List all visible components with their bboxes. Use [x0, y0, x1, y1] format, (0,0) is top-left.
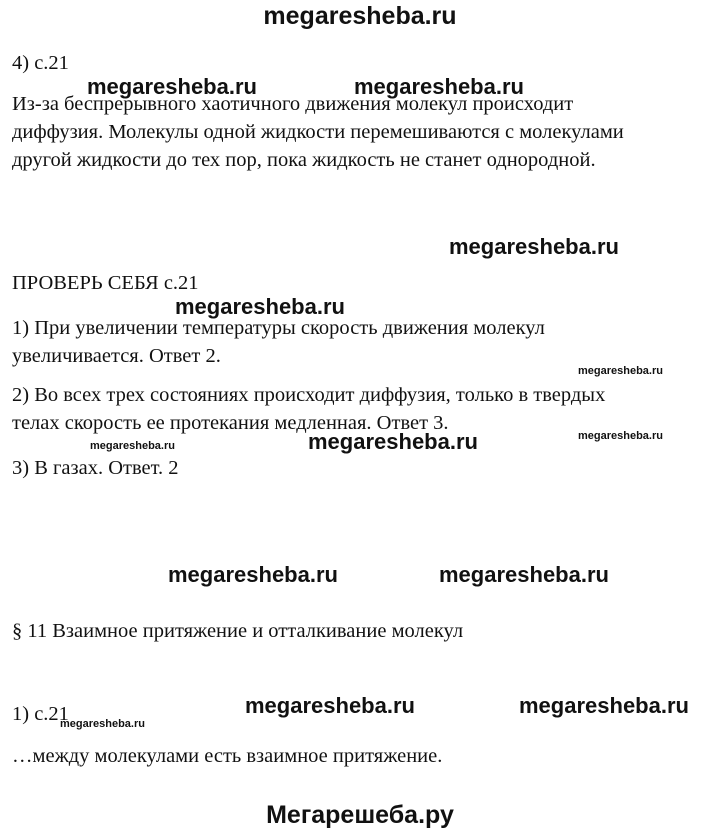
- answer-line: другой жидкости до тех пор, пока жидкость не станет однородной.: [12, 149, 596, 171]
- watermark: megaresheba.ru: [354, 74, 524, 99]
- watermark: megaresheba.ru: [87, 74, 257, 99]
- answer-line: диффузия. Молекулы одной жидкости перемешиваются с молекулами: [12, 121, 624, 143]
- task-number: 4) с.21: [12, 52, 69, 74]
- watermark: megaresheba.ru: [168, 562, 338, 587]
- answer-line: 2) Во всех трех состояниях происходит диффузия, только в твердых: [12, 384, 606, 406]
- section-heading-check: ПРОВЕРЬ СЕБЯ с.21: [12, 272, 199, 294]
- watermark: megaresheba.ru: [245, 693, 415, 718]
- answer-line: 3) В газах. Ответ. 2: [12, 457, 179, 479]
- watermark: megaresheba.ru: [60, 718, 145, 730]
- watermark: megaresheba.ru: [175, 294, 345, 319]
- answer-line: …между молекулами есть взаимное притяжение.: [12, 745, 443, 767]
- answer-line: 1) При увеличении температуры скорость движения молекул: [12, 317, 545, 339]
- watermark: megaresheba.ru: [578, 430, 663, 442]
- watermark: megaresheba.ru: [439, 562, 609, 587]
- answer-line: телах скорость ее протекания медленная. Ответ 3.: [12, 412, 449, 434]
- task-number: 1) с.21: [12, 703, 69, 725]
- watermark: megaresheba.ru: [519, 693, 689, 718]
- watermark: megaresheba.ru: [308, 429, 478, 454]
- site-header: megaresheba.ru: [263, 2, 457, 30]
- watermark: megaresheba.ru: [578, 365, 663, 377]
- site-footer: Мегарешеба.ру: [266, 801, 454, 829]
- watermark: megaresheba.ru: [449, 234, 619, 259]
- section-title: § 11 Взаимное притяжение и отталкивание молекул: [12, 620, 464, 642]
- watermark: megaresheba.ru: [90, 440, 175, 452]
- answer-line: увеличивается. Ответ 2.: [12, 345, 221, 367]
- answer-line: Из-за беспрерывного хаотичного движения молекул происходит: [12, 93, 574, 115]
